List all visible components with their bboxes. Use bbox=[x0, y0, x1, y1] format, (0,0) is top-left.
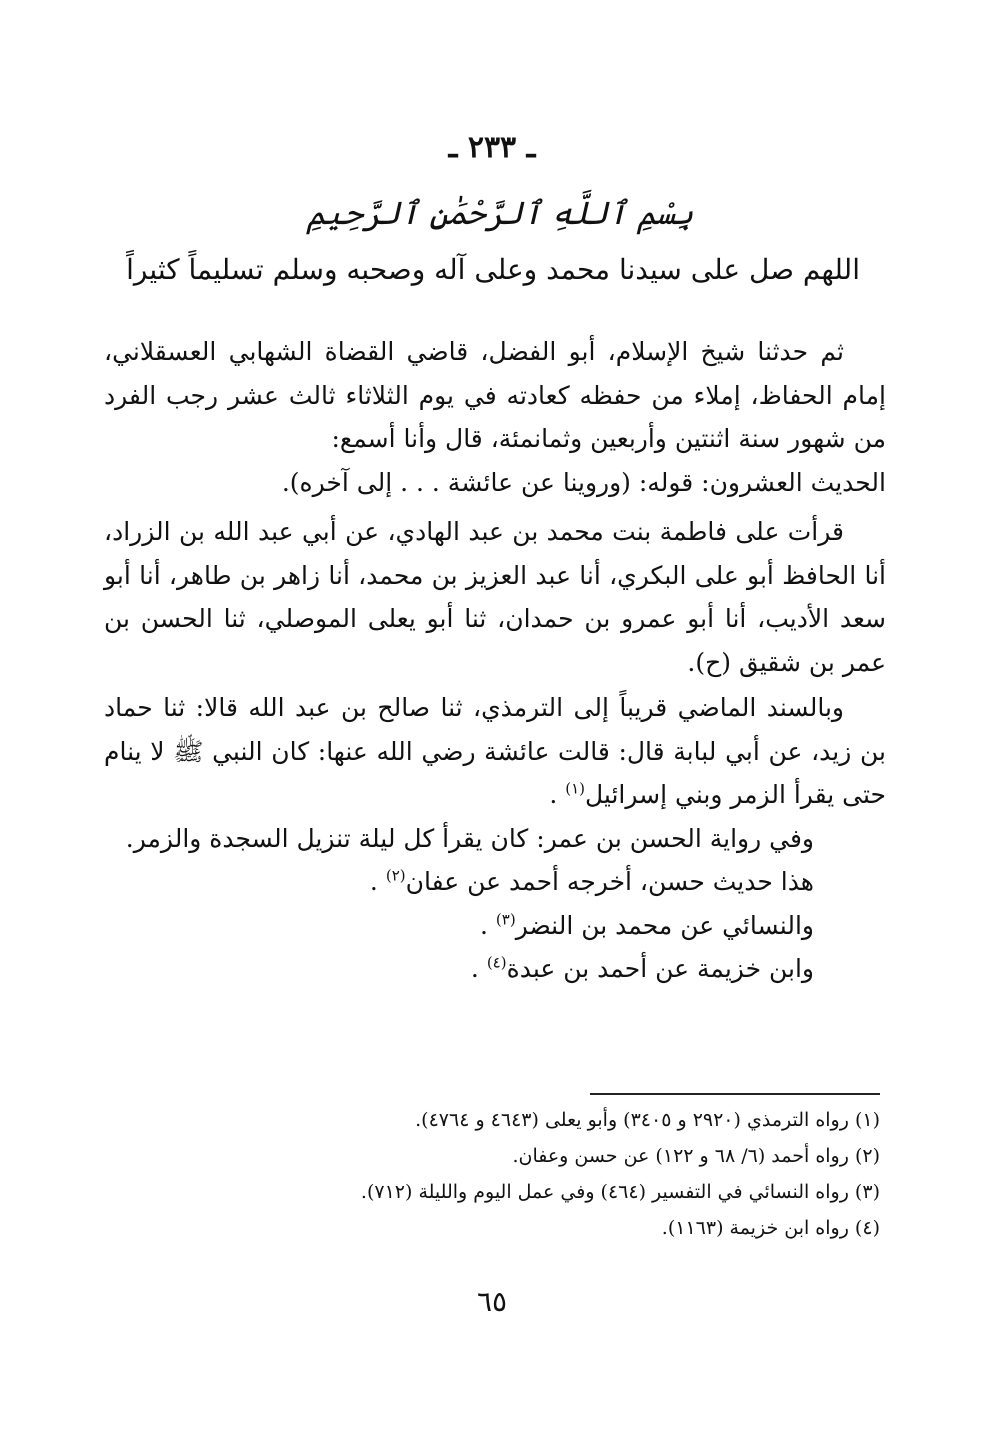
paragraph-takhrij-nasai bbox=[104, 904, 886, 948]
end-dot: . bbox=[480, 910, 488, 940]
paragraph-takhrij-khuzayma bbox=[104, 947, 886, 991]
end-dot: . bbox=[549, 780, 558, 809]
takhrij-nasai-text: والنسائي عن محمد بن النضر bbox=[515, 910, 814, 940]
footnote-ref-3: (٣) bbox=[495, 910, 516, 929]
footnote-1: (١) رواه الترمذي (٢٩٢٠ و ٣٤٠٥) وأبو يعلى (٤٦٤٣ و ٤٧٦٤). bbox=[415, 1109, 880, 1131]
footnote-ref-4: (٤) bbox=[486, 953, 507, 972]
footnote-4: (٤) رواه ابن خزيمة (١١٦٣). bbox=[661, 1217, 880, 1239]
paragraph-hadith-title: الحديث العشرون: قوله: (وروينا عن عائشة . . . إلى آخره). bbox=[281, 467, 886, 497]
paragraph-takhrij-ahmad bbox=[104, 860, 886, 904]
footnote-separator bbox=[590, 1093, 880, 1095]
footnote-ref-1: (١) bbox=[565, 779, 585, 798]
paragraph-isnad: قرأت على فاطمة بنت محمد بن عبد الهادي، عن أبي عبد الله بن الزراد، أنا الحافظ أبو على البكري، أنا عبد العزيز بن محمد، أنا زاهر بن طاهر، أنا أبو سعد الأديب، أنا أبو عمرو بن حمدان، ثنا أبو يعلى الموصلي، ثنا الحسن بن عمر بن شقيق (ح). bbox=[104, 517, 886, 677]
page-number: ٦٥ bbox=[476, 1285, 508, 1318]
matn-text: وبالسند الماضي قريباً إلى الترمذي، ثنا صالح بن عبد الله قالا: ثنا حماد بن زيد، عن أبي لبابة قال: قالت عائشة رضي الله عنها: كان النبي ﷺ لا ينام حتى يقرأ الزمر وبني إسرائيل bbox=[104, 693, 886, 809]
paragraph-intro: ثم حدثنا شيخ الإسلام، أبو الفضل، قاضي القضاة الشهابي العسقلاني، إمام الحفاظ، إملاء من حفظه كعادته في يوم الثلاثاء ثالث عشر رجب الفرد من شهور سنة اثنتين وأربعين وثمانمئة، قال وأنا أسمع: bbox=[104, 337, 886, 453]
takhrij-ahmad-text: هذا حديث حسن، أخرجه أحمد عن عفان bbox=[405, 867, 814, 896]
footnote-2: (٢) رواه أحمد (٦/ ٦٨ و ١٢٢) عن حسن وعفان. bbox=[512, 1145, 880, 1167]
end-dot: . bbox=[369, 867, 378, 896]
paragraph-matn bbox=[104, 686, 886, 817]
footnotes bbox=[200, 1102, 880, 1246]
footnote-ref-2: (٢) bbox=[385, 866, 406, 885]
takhrij-khuzayma-text: وابن خزيمة عن أحمد بن عبدة bbox=[506, 954, 814, 983]
end-dot: . bbox=[470, 954, 479, 983]
basmala-heading: بِسْمِ ٱللَّهِ ٱلرَّحْمَٰنِ ٱلرَّحِيمِ bbox=[306, 194, 694, 232]
footnote-3: (٣) رواه النسائي في التفسير (٤٦٤) وفي عمل اليوم والليلة (٧١٢). bbox=[360, 1181, 880, 1203]
session-number: ـ ٢٣٣ ـ bbox=[448, 130, 536, 165]
paragraph-riwaya: وفي رواية الحسن بن عمر: كان يقرأ كل ليلة تنزيل السجدة والزمر. bbox=[125, 823, 814, 853]
salawat-line: اللهم صل على سيدنا محمد وعلى آله وصحبه وسلم تسليماً كثيراً bbox=[126, 253, 860, 286]
main-text bbox=[104, 330, 886, 991]
